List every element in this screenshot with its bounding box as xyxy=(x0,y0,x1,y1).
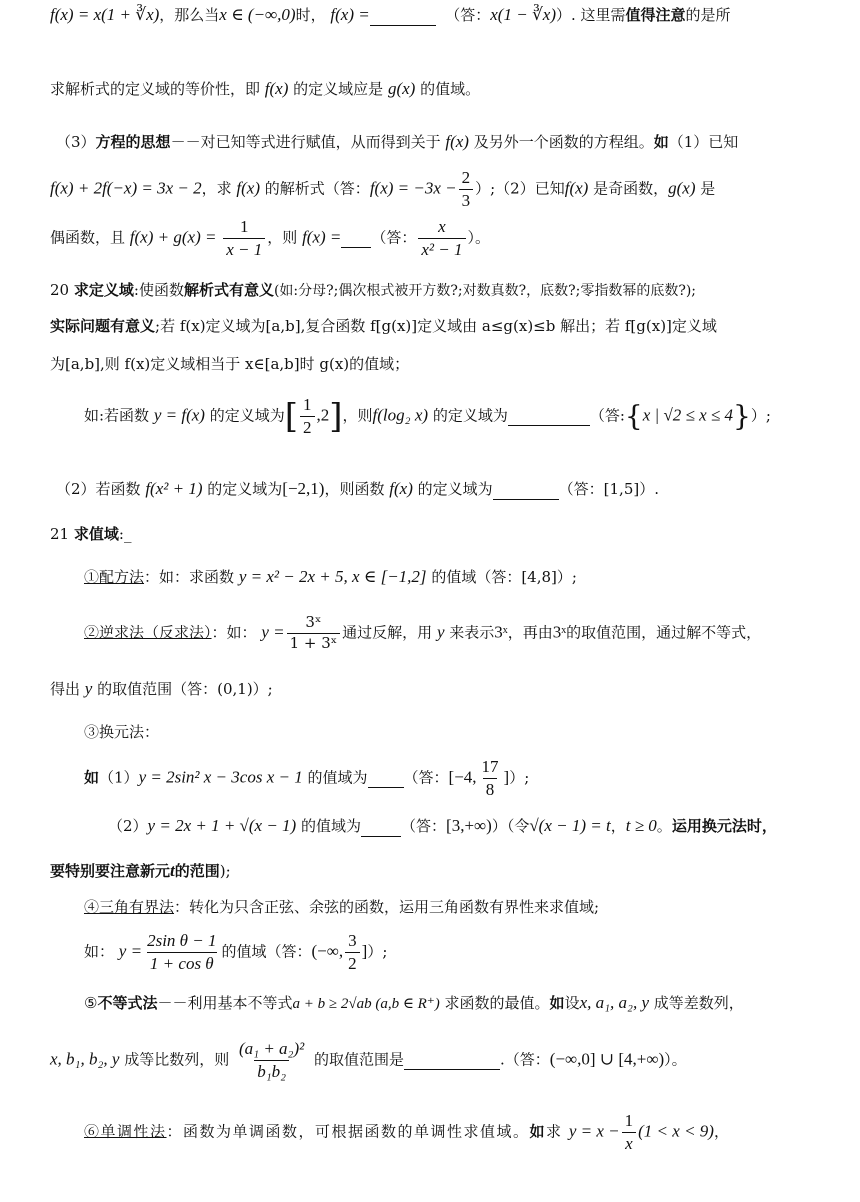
math-expr: ] xyxy=(503,767,510,787)
line-12 xyxy=(84,566,577,587)
emphasis: 值得注意 xyxy=(625,6,686,24)
math-expr: f(x) = x(1 + ∛x) xyxy=(50,5,160,24)
text: －－利用基本不等式 xyxy=(157,994,293,1012)
text: (如:分母?;偶次根式被开方数?;对数真数?，底数?;零指数幂的底数?); xyxy=(273,283,697,299)
text: （2） xyxy=(108,817,148,835)
text: （答： xyxy=(403,768,449,787)
text: ;若 f(x)定义域为[a,b],复合函数 f[g(x)]定义域由 a≤g(x)≤b 解出；若 f[g(x)]定义域 xyxy=(155,317,717,335)
text: 为[a,b],则 f(x)定义域相当于 x∈[a,b]时 g(x)的值域； xyxy=(50,355,410,373)
math-expr: f(x) + 2f(−x) = 3x − 2 xyxy=(50,178,202,198)
text: ，那么当 xyxy=(159,6,220,24)
text: :使函数 xyxy=(133,281,184,299)
text: 求解析式的定义域的等价性，即 xyxy=(50,80,261,98)
text: :_ xyxy=(118,525,132,543)
text: ：函数为单调函数，可根据函数的单调性求值域。 xyxy=(166,1122,530,1141)
text: 如:若函数 xyxy=(84,406,150,425)
text: 的定义域为 xyxy=(207,480,283,498)
math-expr: y = xyxy=(261,622,285,642)
line-5 xyxy=(50,218,490,259)
text: ）; xyxy=(750,406,771,425)
math-expr: ] xyxy=(361,941,368,961)
math-expr: y = f(x) xyxy=(153,405,205,425)
emphasis: 不等式法 xyxy=(97,994,158,1012)
line-17 xyxy=(108,815,777,837)
text: 的取值范围（答：(0,1)）; xyxy=(97,680,273,698)
numerator: 17 xyxy=(481,757,499,776)
right-bracket: ] xyxy=(329,396,343,437)
math-expr: t ≥ 0 xyxy=(625,816,657,835)
text: 的定义域为 xyxy=(209,406,285,425)
math-expr: x, b₁, b₂, y xyxy=(50,1049,120,1069)
math-expr: f(x) xyxy=(264,79,289,98)
fraction xyxy=(418,218,465,259)
denominator: 3 xyxy=(459,189,474,210)
section-title: 求值域 xyxy=(73,525,119,543)
text: ）。 xyxy=(467,228,491,247)
right-brace: } xyxy=(732,399,751,433)
line-19 xyxy=(84,898,599,917)
text: ： xyxy=(144,723,160,741)
text: （2）若函数 xyxy=(56,480,141,498)
math-expr: y = 2x + 1 + √(x − 1) xyxy=(147,816,297,835)
text: 设 xyxy=(564,994,580,1012)
text: （答： xyxy=(401,817,447,835)
denominator: x² − 1 xyxy=(418,238,465,259)
method-title: ④三角有界法 xyxy=(84,898,175,916)
text: （答: xyxy=(589,406,625,425)
denominator: 1 + cos θ xyxy=(147,952,217,973)
text: 成等差数列， xyxy=(653,994,744,1012)
numerator: 2sin θ − 1 xyxy=(147,931,217,950)
emphasis: 如 xyxy=(529,1122,547,1141)
answer-blank xyxy=(508,406,590,426)
denominator: x − 1 xyxy=(223,238,265,259)
math-expr: f(x) = xyxy=(302,227,342,247)
text: 得出 xyxy=(50,680,81,698)
emphasis: 如 xyxy=(653,133,669,151)
line-16 xyxy=(84,758,529,799)
math-expr: y = x² − 2x + 5, x ∈ [−1,2] xyxy=(238,567,427,586)
fraction xyxy=(479,758,502,799)
math-expr: x ∈ (−∞,0) xyxy=(219,5,296,24)
numerator: 3ˣ xyxy=(305,613,322,631)
text: 的值域（答： xyxy=(221,942,312,961)
line-2 xyxy=(50,78,480,99)
answer-blank xyxy=(404,1050,500,1070)
math-expr: 3ˣ xyxy=(494,622,508,642)
text: 是奇函数， xyxy=(593,179,669,198)
text: （答：[1,5]）. xyxy=(558,480,659,498)
fraction xyxy=(236,1040,307,1081)
math-expr: f(x) = xyxy=(330,5,370,24)
line-18 xyxy=(50,860,231,881)
math-expr: f(x) xyxy=(564,178,589,198)
math-expr: ,2 xyxy=(316,405,330,425)
text: 的值域（答：[4,8]）; xyxy=(431,568,577,586)
text: ：转化为只含正弦、余弦的函数，运用三角函数有界性来求值域; xyxy=(174,898,600,916)
text: ，再由 xyxy=(507,623,553,642)
numerator: 2 xyxy=(461,168,471,187)
denominator: 8 xyxy=(483,778,498,799)
math-expr: f(x) + g(x) = xyxy=(129,227,217,247)
math-expr: f(x) = −3x − xyxy=(369,178,457,198)
text: 时， xyxy=(295,6,326,24)
text: 求函数的最值。 xyxy=(444,994,550,1012)
denominator: 2 xyxy=(345,952,360,973)
text: ，求 xyxy=(201,179,232,198)
text: 的解析式（答： xyxy=(264,179,370,198)
emphasis: 的范围 xyxy=(174,862,220,880)
numerator: x xyxy=(438,217,446,236)
text: 的定义域应是 xyxy=(293,80,384,98)
math-expr: y = x − xyxy=(568,1121,620,1141)
math-expr: g(x) xyxy=(668,178,696,198)
text: （1） xyxy=(99,768,139,787)
text: ：如： xyxy=(211,623,257,642)
line-15 xyxy=(84,723,159,742)
numerator: 1 xyxy=(303,395,312,414)
line-14 xyxy=(50,678,273,699)
emphasis: 方程的思想 xyxy=(95,133,171,151)
line-21 xyxy=(84,992,744,1014)
answer-blank xyxy=(493,480,559,500)
numerator: 1 xyxy=(240,217,249,236)
math-expr: [−4, xyxy=(448,767,477,787)
denominator: x xyxy=(622,1132,636,1153)
text: 的定义域为 xyxy=(432,406,508,425)
math-expr: y = 2sin² x − 3cos x − 1 xyxy=(138,767,303,787)
line-10 xyxy=(56,478,659,500)
line-22 xyxy=(50,1040,687,1081)
answer-blank xyxy=(368,768,404,788)
line-9 xyxy=(84,396,771,437)
method-number: ⑤ xyxy=(84,994,98,1012)
math-expr: f(log₂ x) xyxy=(372,405,429,425)
line-6 xyxy=(50,281,696,301)
fraction xyxy=(287,615,341,652)
math-expr: x, a₁, a₂, y xyxy=(579,993,649,1012)
math-expr: 3ˣ xyxy=(552,622,567,642)
math-expr: (−∞, xyxy=(311,941,344,961)
denominator: 1 + 3ˣ xyxy=(287,633,341,652)
emphasis: 要特别要注意新元 xyxy=(50,862,171,880)
section-number: 21 xyxy=(50,525,70,543)
math-expr: x(1 − ∛x) xyxy=(490,5,556,24)
math-expr: y xyxy=(84,679,93,698)
text: 通过反解，用 xyxy=(342,623,433,642)
math-expr: f(x) xyxy=(445,132,469,151)
text: ， xyxy=(713,1122,731,1141)
line-13 xyxy=(84,615,761,652)
text: ）. 这里需 xyxy=(555,6,626,24)
method-title: ⑥单调性法 xyxy=(84,1122,167,1141)
numerator: (a₁ + a₂)² xyxy=(239,1039,305,1058)
text: （3） xyxy=(56,133,96,151)
math-expr: [3,+∞) xyxy=(446,816,492,835)
math-expr: y xyxy=(436,622,445,642)
emphasis: 求定义域 xyxy=(73,281,134,299)
line-1 xyxy=(50,4,731,26)
text: 的定义域为 xyxy=(417,480,493,498)
answer-blank xyxy=(370,6,436,26)
left-brace: { xyxy=(624,399,643,433)
math-expr: a + b ≥ 2√ab (a,b ∈ R⁺) xyxy=(292,996,440,1012)
math-expr: [−2,1) xyxy=(282,479,325,498)
line-20 xyxy=(84,932,387,973)
text: ，则函数 xyxy=(324,480,385,498)
emphasis: 如 xyxy=(84,768,100,787)
fraction xyxy=(622,1112,637,1153)
line-23 xyxy=(84,1112,730,1153)
text: ， xyxy=(610,817,626,835)
math-expr: √(x − 1) = t xyxy=(529,816,611,835)
math-expr: f(x² + 1) xyxy=(145,479,203,498)
text: ）。 xyxy=(664,1050,687,1069)
text: 的值域为 xyxy=(307,768,368,787)
emphasis: 如 xyxy=(549,994,565,1012)
fraction xyxy=(459,169,474,210)
text: ，则 xyxy=(342,406,373,425)
fraction xyxy=(144,932,219,973)
text: （答： xyxy=(445,6,491,24)
fraction xyxy=(300,396,315,437)
denominator: 2 xyxy=(300,416,315,437)
text: 的是所 xyxy=(685,6,731,24)
answer-blank xyxy=(361,817,401,837)
line-7 xyxy=(50,317,717,336)
denominator: b₁b₂ xyxy=(254,1060,289,1081)
text: ）;（2）已知 xyxy=(475,179,565,198)
math-expr: y = xyxy=(118,941,143,961)
text: －－对已知等式进行赋值，从而得到关于 xyxy=(170,133,441,151)
line-4 xyxy=(50,169,715,210)
text: （1）已知 xyxy=(668,133,739,151)
text: ，则 xyxy=(267,228,298,247)
text: ）; xyxy=(509,768,530,787)
text: 及另外一个函数的方程组。 xyxy=(473,133,654,151)
left-bracket: [ xyxy=(284,396,299,437)
method-title: ①配方法 xyxy=(84,568,145,586)
math-expr: f(x) xyxy=(236,178,261,198)
text: 来表示 xyxy=(449,623,495,642)
emphasis: 实际问题有意义 xyxy=(50,317,156,335)
text: 的取值范围是 xyxy=(314,1050,405,1069)
text: （答： xyxy=(371,228,417,247)
numerator: 3 xyxy=(348,931,357,950)
math-expr: g(x) xyxy=(387,79,416,98)
emphasis: 解析式有意义 xyxy=(183,281,274,299)
answer-blank xyxy=(341,228,371,248)
text: 的值域为 xyxy=(301,817,362,835)
text: 的值域。 xyxy=(420,80,481,98)
text: 偶函数，且 xyxy=(50,228,126,247)
math-expr: (−∞,0] ∪ [4,+∞) xyxy=(549,1049,665,1069)
text: ）（令 xyxy=(491,817,530,835)
text: 求 xyxy=(546,1122,563,1141)
fraction xyxy=(345,932,360,973)
math-expr: f(x) xyxy=(389,479,413,498)
method-title: ②逆求法（反求法） xyxy=(84,623,212,642)
text: 如： xyxy=(84,942,115,961)
math-expr: t xyxy=(170,861,175,880)
fraction xyxy=(223,218,265,259)
text: 是 xyxy=(700,179,716,198)
numerator: 1 xyxy=(624,1111,634,1130)
line-8 xyxy=(50,355,409,374)
text: ：如：求函数 xyxy=(144,568,235,586)
math-expr: x | √2 ≤ x ≤ 4 xyxy=(642,405,733,425)
math-expr: (1 < x < 9) xyxy=(638,1121,714,1141)
method-title: ③换元法 xyxy=(84,723,145,741)
line-11 xyxy=(50,525,131,544)
text: 的取值范围，通过解不等式， xyxy=(566,623,762,642)
text: ); xyxy=(219,862,231,880)
emphasis: 运用换元法时， xyxy=(671,817,777,835)
line-3 xyxy=(56,131,738,152)
text: 。 xyxy=(656,817,672,835)
text: ）; xyxy=(367,942,388,961)
text: .（答： xyxy=(500,1050,550,1069)
text: 20 xyxy=(50,281,70,299)
text: 成等比数列，则 xyxy=(124,1050,230,1069)
